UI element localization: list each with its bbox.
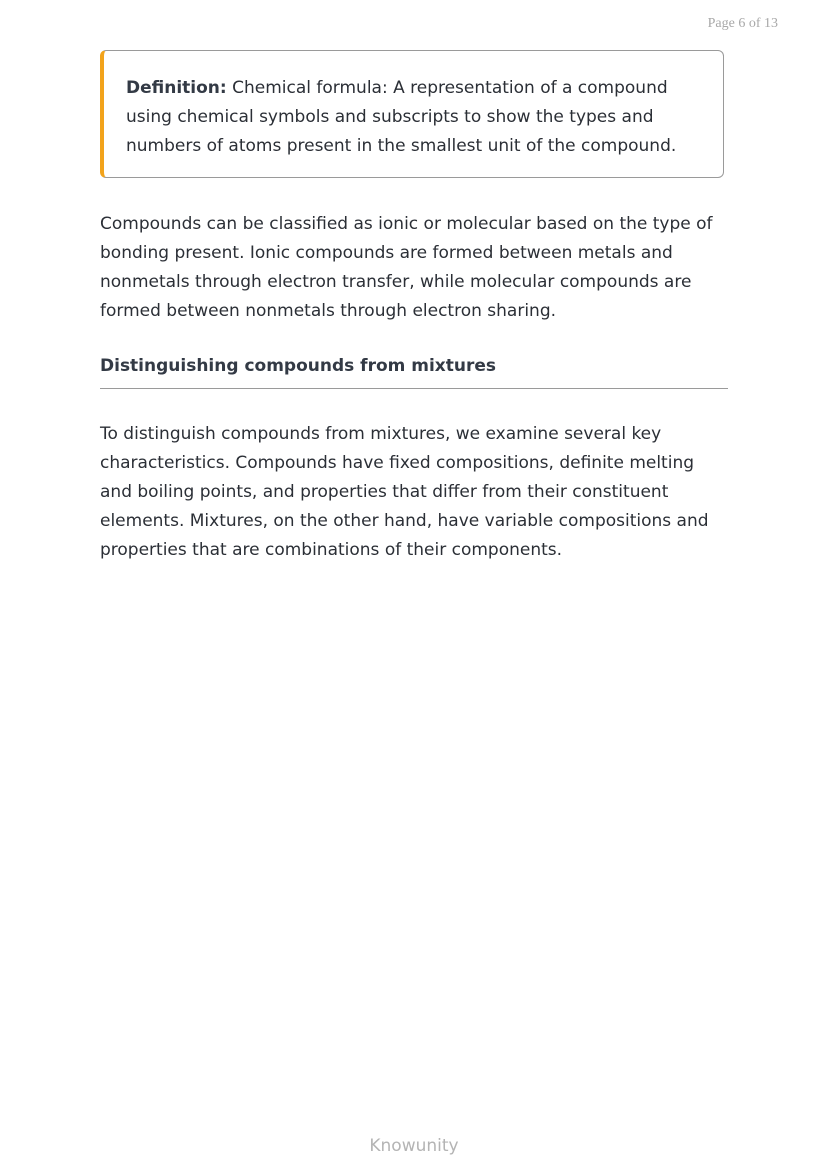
page-indicator: Page 6 of 13 (707, 16, 778, 31)
definition-callout (100, 50, 724, 178)
section-heading: Distinguishing compounds from mixtures (100, 354, 728, 389)
paragraph-compound-classification: Compounds can be classified as ionic or molecular based on the type of bonding present. Ionic compounds are formed between metals and nonmetals through electron transfer, while molecular compounds are formed between nonmetals through electron sharing. (100, 214, 713, 321)
definition-label: Definition: (126, 78, 227, 98)
paragraph-compounds-vs-mixtures: To distinguish compounds from mixtures, we examine several key characteristics. Compounds have fixed compositions, definite melting and boiling points, and properties that differ from their constituent elements. Mixtures, on the other hand, have variable compositions and properties that are combinations of their components. (100, 424, 709, 560)
footer-brand: Knowunity (369, 1136, 459, 1156)
definition-text: Chemical formula: A representation of a compound using chemical symbols and subscripts to show the types and numbers of atoms present in the smallest unit of the compound. (126, 78, 677, 156)
